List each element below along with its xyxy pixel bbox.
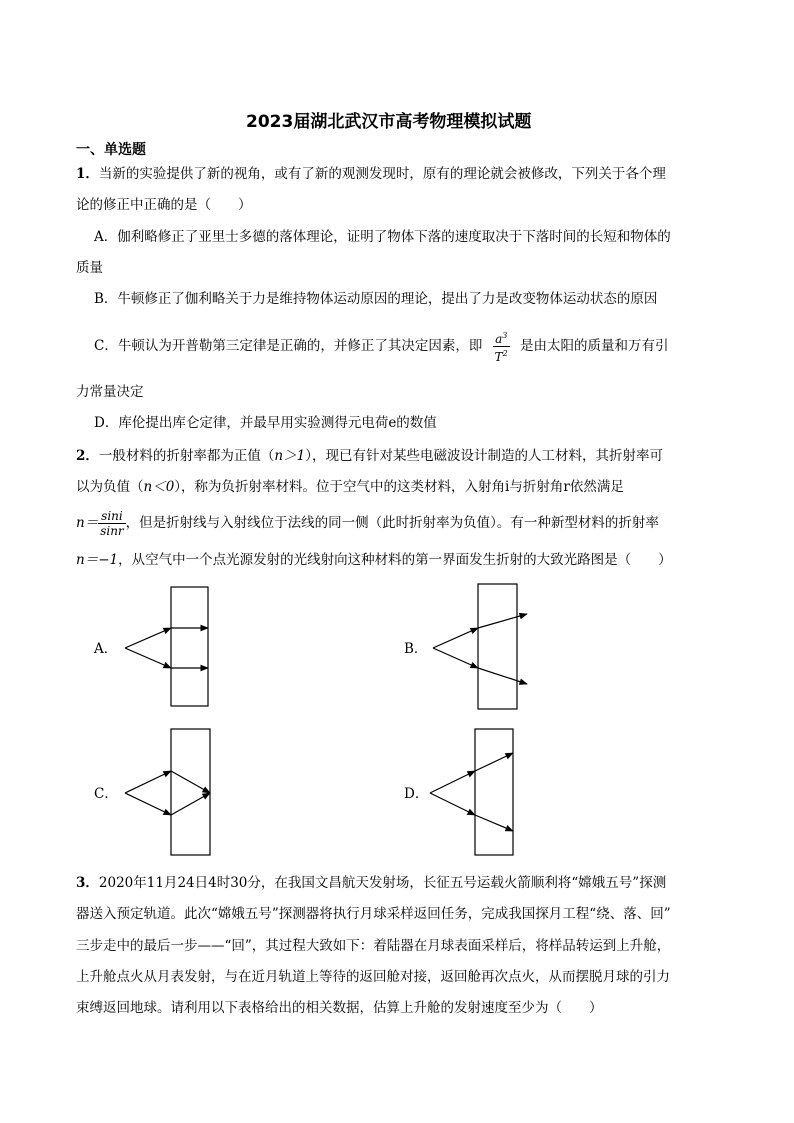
q2-l1-post: ），现已有针对某些电磁波设计制造的人工材料，其折射率可 xyxy=(305,448,663,464)
snell-num: sini xyxy=(101,509,123,523)
diagram-d-refracted-upper xyxy=(475,753,513,771)
q3-l1: 2020年11月24日4时30分，在我国文昌航天发射场，长征五号运载火箭顺利将“嫦娥五号”探测 xyxy=(98,875,667,891)
q2-l4-math: n＝−1 xyxy=(76,552,119,568)
q2-option-b-label: B． xyxy=(404,641,428,657)
q2-l1-math: n＞1 xyxy=(274,448,306,464)
q2-l1-pre: 一般材料的折射率都为正值（ xyxy=(98,448,275,464)
diagram-b xyxy=(433,584,527,709)
q2-l3-post: ，但是折射线与入射线位于法线的同一侧（此时折射率为负值）。有一种新型材料的折射率 xyxy=(125,515,659,531)
q1-option-b: B．牛顿修正了伽利略关于力是维持物体运动原因的理论，提出了力是改变物体运动状态的原因 xyxy=(94,291,658,307)
q3-line-5: 束缚返回地球。请利用以下表格给出的相关数据，估算上升舱的发射速度至少为（ ） xyxy=(76,1000,603,1016)
diagram-c-refracted-upper xyxy=(171,771,210,793)
diagram-d-slab xyxy=(475,729,513,855)
q3-line-3: 三步走中的最后一步——“回”，其过程大致如下：着陆器在月球表面采样后，将样品转运到上升舱， xyxy=(76,938,671,954)
diagram-b-incident-upper xyxy=(433,628,478,648)
q3-line-1 xyxy=(76,874,666,892)
q1-option-c-pre: C．牛顿认为开普勒第三定律是正确的，并修正了其决定因素，即 xyxy=(94,338,483,354)
diagram-d-incident-upper xyxy=(430,771,475,793)
diagram-b-refracted-upper xyxy=(478,614,527,628)
q1-number: 1． xyxy=(76,166,99,182)
q2-option-c-label: C． xyxy=(94,786,118,802)
diagram-a-incident-upper xyxy=(125,628,171,648)
diagram-c-slab xyxy=(171,729,210,855)
q1-stem-1: 当新的实验提供了新的视角，或有了新的观测发现时，原有的理论就会被修改，下列关于各个理 xyxy=(98,166,666,182)
diagram-c-refracted-lower xyxy=(171,793,210,815)
q1-option-d: D．库伦提出库仑定律，并最早用实验测得元电荷e的数值 xyxy=(94,415,437,431)
diagram-b-refracted-lower xyxy=(478,668,527,684)
q2-formula-lhs: n＝ xyxy=(76,515,99,531)
diagram-d-incident-lower xyxy=(430,793,475,815)
q3-number: 3． xyxy=(76,875,99,891)
section-heading: 一、单选题 xyxy=(76,142,146,158)
diagram-c-incident-lower xyxy=(125,793,171,815)
q3-line-4: 上升舱点火从月表发射，与在近月轨道上等待的返回舱对接，返回舱再次点火，从而摆脱月球的引力 xyxy=(76,969,670,985)
q1-option-a-1: A．伽利略修正了亚里士多德的落体理论，证明了物体下落的速度取决于下落时间的长短和物体的 xyxy=(94,229,671,245)
q1-option-c-post: 是由太阳的质量和万有引 xyxy=(520,338,669,354)
snell-den: sinr xyxy=(100,524,124,538)
diagram-c-incident-upper xyxy=(125,771,171,793)
page-title: 2023届湖北武汉市高考物理模拟试题 xyxy=(246,112,532,132)
kepler-den-exp: 2 xyxy=(502,349,508,358)
kepler-num: a xyxy=(495,332,503,346)
diagram-b-slab xyxy=(478,584,517,709)
q1-stem-2: 论的修正中正确的是（ ） xyxy=(76,197,252,213)
kepler-num-exp: 3 xyxy=(502,331,508,340)
diagram-a-slab xyxy=(171,587,208,706)
q3-line-2: 器送入预定轨道。此次“嫦娥五号”探测器将执行月球采样返回任务，完成我国探月工程“绕、落、回” xyxy=(76,906,671,922)
q1-option-c-2: 力常量决定 xyxy=(76,384,144,400)
q2-l2-math: n＜0 xyxy=(143,479,175,495)
diagram-b-incident-lower xyxy=(433,648,478,668)
q2-number: 2． xyxy=(76,448,99,464)
diagram-a xyxy=(125,587,208,706)
diagram-d-refracted-lower xyxy=(475,815,513,831)
kepler-den: T xyxy=(494,350,503,364)
q2-l2-post: ），称为负折射率材料。位于空气中的这类材料，入射角i与折射角r依然满足 xyxy=(174,479,624,495)
diagram-c xyxy=(125,729,210,855)
q2-option-d-label: D． xyxy=(404,786,429,802)
diagram-a-incident-lower xyxy=(125,648,171,668)
q2-l2-pre: 以为负值（ xyxy=(76,479,144,495)
q2-l4-post: ，从空气中一个点光源发射的光线射向这种材料的第一界面发生折射的大致光路图是（ ） xyxy=(118,552,672,568)
diagram-d xyxy=(430,729,513,855)
q2-option-a-label: A． xyxy=(94,641,118,657)
q1-option-a-2: 质量 xyxy=(76,260,103,276)
